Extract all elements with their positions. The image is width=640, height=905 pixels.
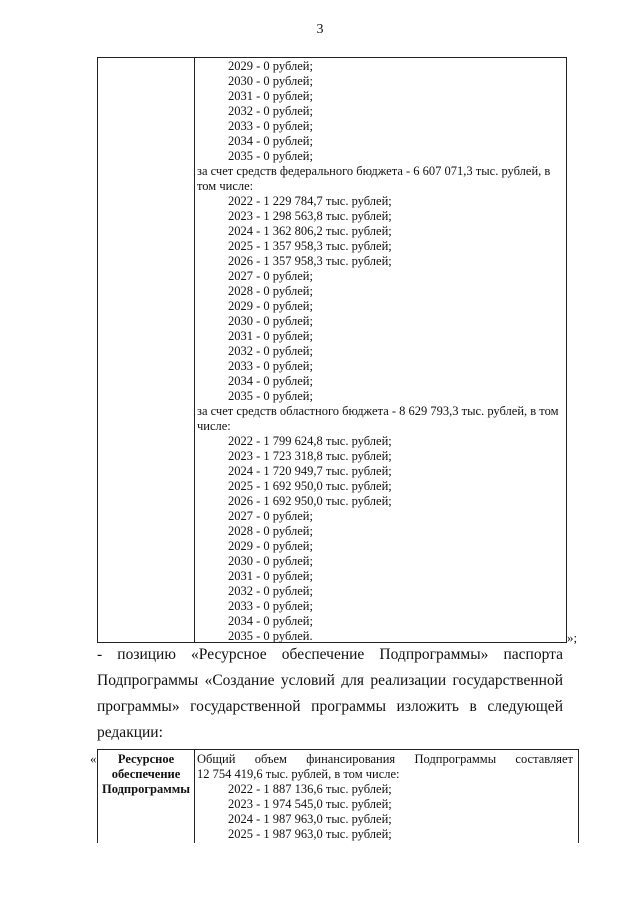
year-amount-line: 2022 - 1 799 624,8 тыс. рублей;	[228, 434, 392, 448]
total-funding-line-1: Общий объем финансирования Подпрограммы составляет	[197, 752, 573, 766]
year-amount-line: 2034 - 0 рублей;	[228, 134, 313, 148]
year-amount-line: 2032 - 0 рублей;	[228, 344, 313, 358]
year-amount-line: 2029 - 0 рублей;	[228, 539, 313, 553]
federal-years-list	[197, 194, 563, 404]
instruction-line-2: Подпрограммы «Создание условий для реализации государственной	[97, 672, 563, 689]
closing-quote: »;	[567, 630, 578, 645]
regional-years-list	[197, 434, 563, 644]
top-years-list	[197, 59, 563, 164]
column-divider	[194, 750, 195, 843]
opening-quote: «	[90, 751, 97, 766]
instruction-line-4: редакции:	[97, 724, 163, 741]
resource-years-list	[197, 782, 573, 842]
funding-table-continued	[97, 57, 567, 643]
column-divider	[194, 58, 195, 642]
resource-provision-table	[97, 749, 579, 843]
year-amount-line: 2022 - 1 229 784,7 тыс. рублей;	[228, 194, 392, 208]
regional-budget-heading: за счет средств областного бюджета - 8 629 793,3 тыс. рублей, в том числе:	[197, 404, 559, 433]
year-amount-line: 2035 - 0 рублей;	[228, 149, 313, 163]
year-amount-line: 2027 - 0 рублей;	[228, 269, 313, 283]
funding-details-cell	[197, 59, 563, 644]
year-amount-line: 2031 - 0 рублей;	[228, 89, 313, 103]
year-amount-line: 2025 - 1 357 958,3 тыс. рублей;	[228, 239, 392, 253]
year-amount-line: 2027 - 0 рублей;	[228, 509, 313, 523]
year-amount-line: 2031 - 0 рублей;	[228, 569, 313, 583]
year-amount-line: 2033 - 0 рублей;	[228, 359, 313, 373]
year-amount-line: 2034 - 0 рублей;	[228, 614, 313, 628]
year-amount-line: 2028 - 0 рублей;	[228, 524, 313, 538]
year-amount-line: 2033 - 0 рублей;	[228, 599, 313, 613]
year-amount-line: 2031 - 0 рублей;	[228, 329, 313, 343]
page-number: 3	[316, 22, 324, 37]
year-amount-line: 2025 - 1 987 963,0 тыс. рублей;	[228, 827, 392, 841]
year-amount-line: 2023 - 1 974 545,0 тыс. рублей;	[228, 797, 392, 811]
year-amount-line: 2026 - 1 692 950,0 тыс. рублей;	[228, 494, 392, 508]
row-label: Ресурсное обеспечение Подпрограммы	[101, 752, 190, 796]
year-amount-line: 2030 - 0 рублей;	[228, 74, 313, 88]
year-amount-line: 2030 - 0 рублей;	[228, 554, 313, 568]
year-amount-line: 2024 - 1 362 806,2 тыс. рублей;	[228, 224, 392, 238]
year-amount-line: 2032 - 0 рублей;	[228, 584, 313, 598]
year-amount-line: 2030 - 0 рублей;	[228, 314, 313, 328]
year-amount-line: 2035 - 0 рублей;	[228, 389, 313, 403]
total-funding-line-2: 12 754 419,6 тыс. рублей, в том числе:	[197, 767, 400, 781]
year-amount-line: 2026 - 1 357 958,3 тыс. рублей;	[228, 254, 392, 268]
year-amount-line: 2034 - 0 рублей;	[228, 374, 313, 388]
year-amount-line: 2023 - 1 298 563,8 тыс. рублей;	[228, 209, 392, 223]
federal-budget-heading: за счет средств федерального бюджета - 6 607 071,3 тыс. рублей, в том числе:	[197, 164, 551, 193]
instruction-line-3: программы» государственной программы изложить в следующей	[97, 698, 563, 715]
year-amount-line: 2029 - 0 рублей;	[228, 299, 313, 313]
instruction-line-1: - позицию «Ресурсное обеспечение Подпрограммы» паспорта	[97, 646, 563, 663]
year-amount-line: 2024 - 1 720 949,7 тыс. рублей;	[228, 464, 392, 478]
year-amount-line: 2032 - 0 рублей;	[228, 104, 313, 118]
year-amount-line: 2022 - 1 887 136,6 тыс. рублей;	[228, 782, 392, 796]
year-amount-line: 2035 - 0 рублей.	[228, 629, 313, 643]
year-amount-line: 2029 - 0 рублей;	[228, 59, 313, 73]
year-amount-line: 2033 - 0 рублей;	[228, 119, 313, 133]
year-amount-line: 2023 - 1 723 318,8 тыс. рублей;	[228, 449, 392, 463]
year-amount-line: 2025 - 1 692 950,0 тыс. рублей;	[228, 479, 392, 493]
resource-provision-cell	[197, 752, 573, 842]
year-amount-line: 2024 - 1 987 963,0 тыс. рублей;	[228, 812, 392, 826]
year-amount-line: 2028 - 0 рублей;	[228, 284, 313, 298]
